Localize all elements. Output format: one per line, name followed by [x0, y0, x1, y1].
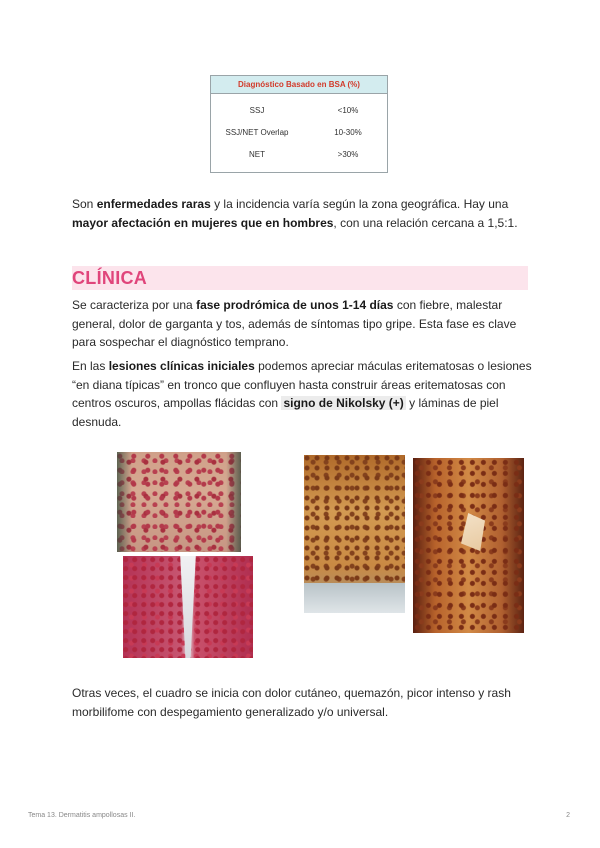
table-row [211, 128, 387, 142]
text: Son [72, 197, 97, 211]
footer-chapter: Tema 13. Dermatitis ampollosas II. [28, 812, 136, 819]
table-header: Diagnóstico Basado en BSA (%) [211, 76, 387, 94]
row-value: 10-30% [334, 128, 362, 137]
table-row [211, 106, 387, 120]
section-title: CLÍNICA [72, 268, 148, 288]
paragraph-epidemiology [72, 195, 532, 232]
bold-text: lesiones clínicas iniciales [108, 359, 255, 373]
text: con fiebre, malestar general, dolor de garganta y tos, además de síntomas tipo gripe. Esta fase es clave para sospechar el diagnóstico temprano. [72, 298, 517, 350]
row-label: NET [249, 150, 265, 159]
clinical-photo-back-lesions [117, 452, 241, 552]
paragraph-prodrome [72, 296, 532, 352]
bold-text: enfermedades raras [96, 197, 211, 211]
photo-background [175, 556, 201, 658]
text: y la incidencia varía según la zona geográfica. Hay una [210, 197, 509, 211]
row-label: SSJ/NET Overlap [225, 128, 289, 137]
bold-text: fase prodrómica de unos 1-14 días [196, 298, 394, 312]
photo-detail [461, 513, 485, 551]
text: podemos apreciar máculas eritematosas o lesiones “en diana típicas” en tronco que confluyen hasta construir áreas eritematosas con centros oscuros, ampollas flácidas con [72, 359, 532, 411]
paragraph-alternate-onset: Otras veces, el cuadro se inicia con dolor cutáneo, quemazón, picor intenso y rash morbilifome con despegamiento generalizado y/o universal. [72, 686, 511, 719]
photo-background [304, 583, 405, 613]
clinical-photo-arm-detachment [413, 458, 524, 633]
row-label: SSJ [249, 106, 265, 115]
text: y láminas de piel desnuda. [72, 396, 499, 429]
clinical-photo-legs-erythema [123, 556, 253, 658]
photo-background [117, 452, 241, 552]
bsa-diagnosis-table [210, 75, 388, 173]
row-value: >30% [337, 150, 359, 159]
clinical-photo-child-trunk [304, 455, 405, 613]
bold-text: mayor afectación en mujeres que en hombres [72, 215, 334, 230]
page-number: 2 [566, 812, 570, 819]
table-row [211, 150, 387, 164]
row-value: <10% [337, 106, 359, 115]
bold-highlight-text: signo de Nikolsky (+) [283, 396, 404, 411]
text: , con una relación cercana a 1,5:1. [333, 215, 518, 230]
paragraph-initial-lesions [72, 357, 532, 431]
text: En las [72, 359, 109, 373]
text: Se caracteriza por una [72, 298, 197, 312]
